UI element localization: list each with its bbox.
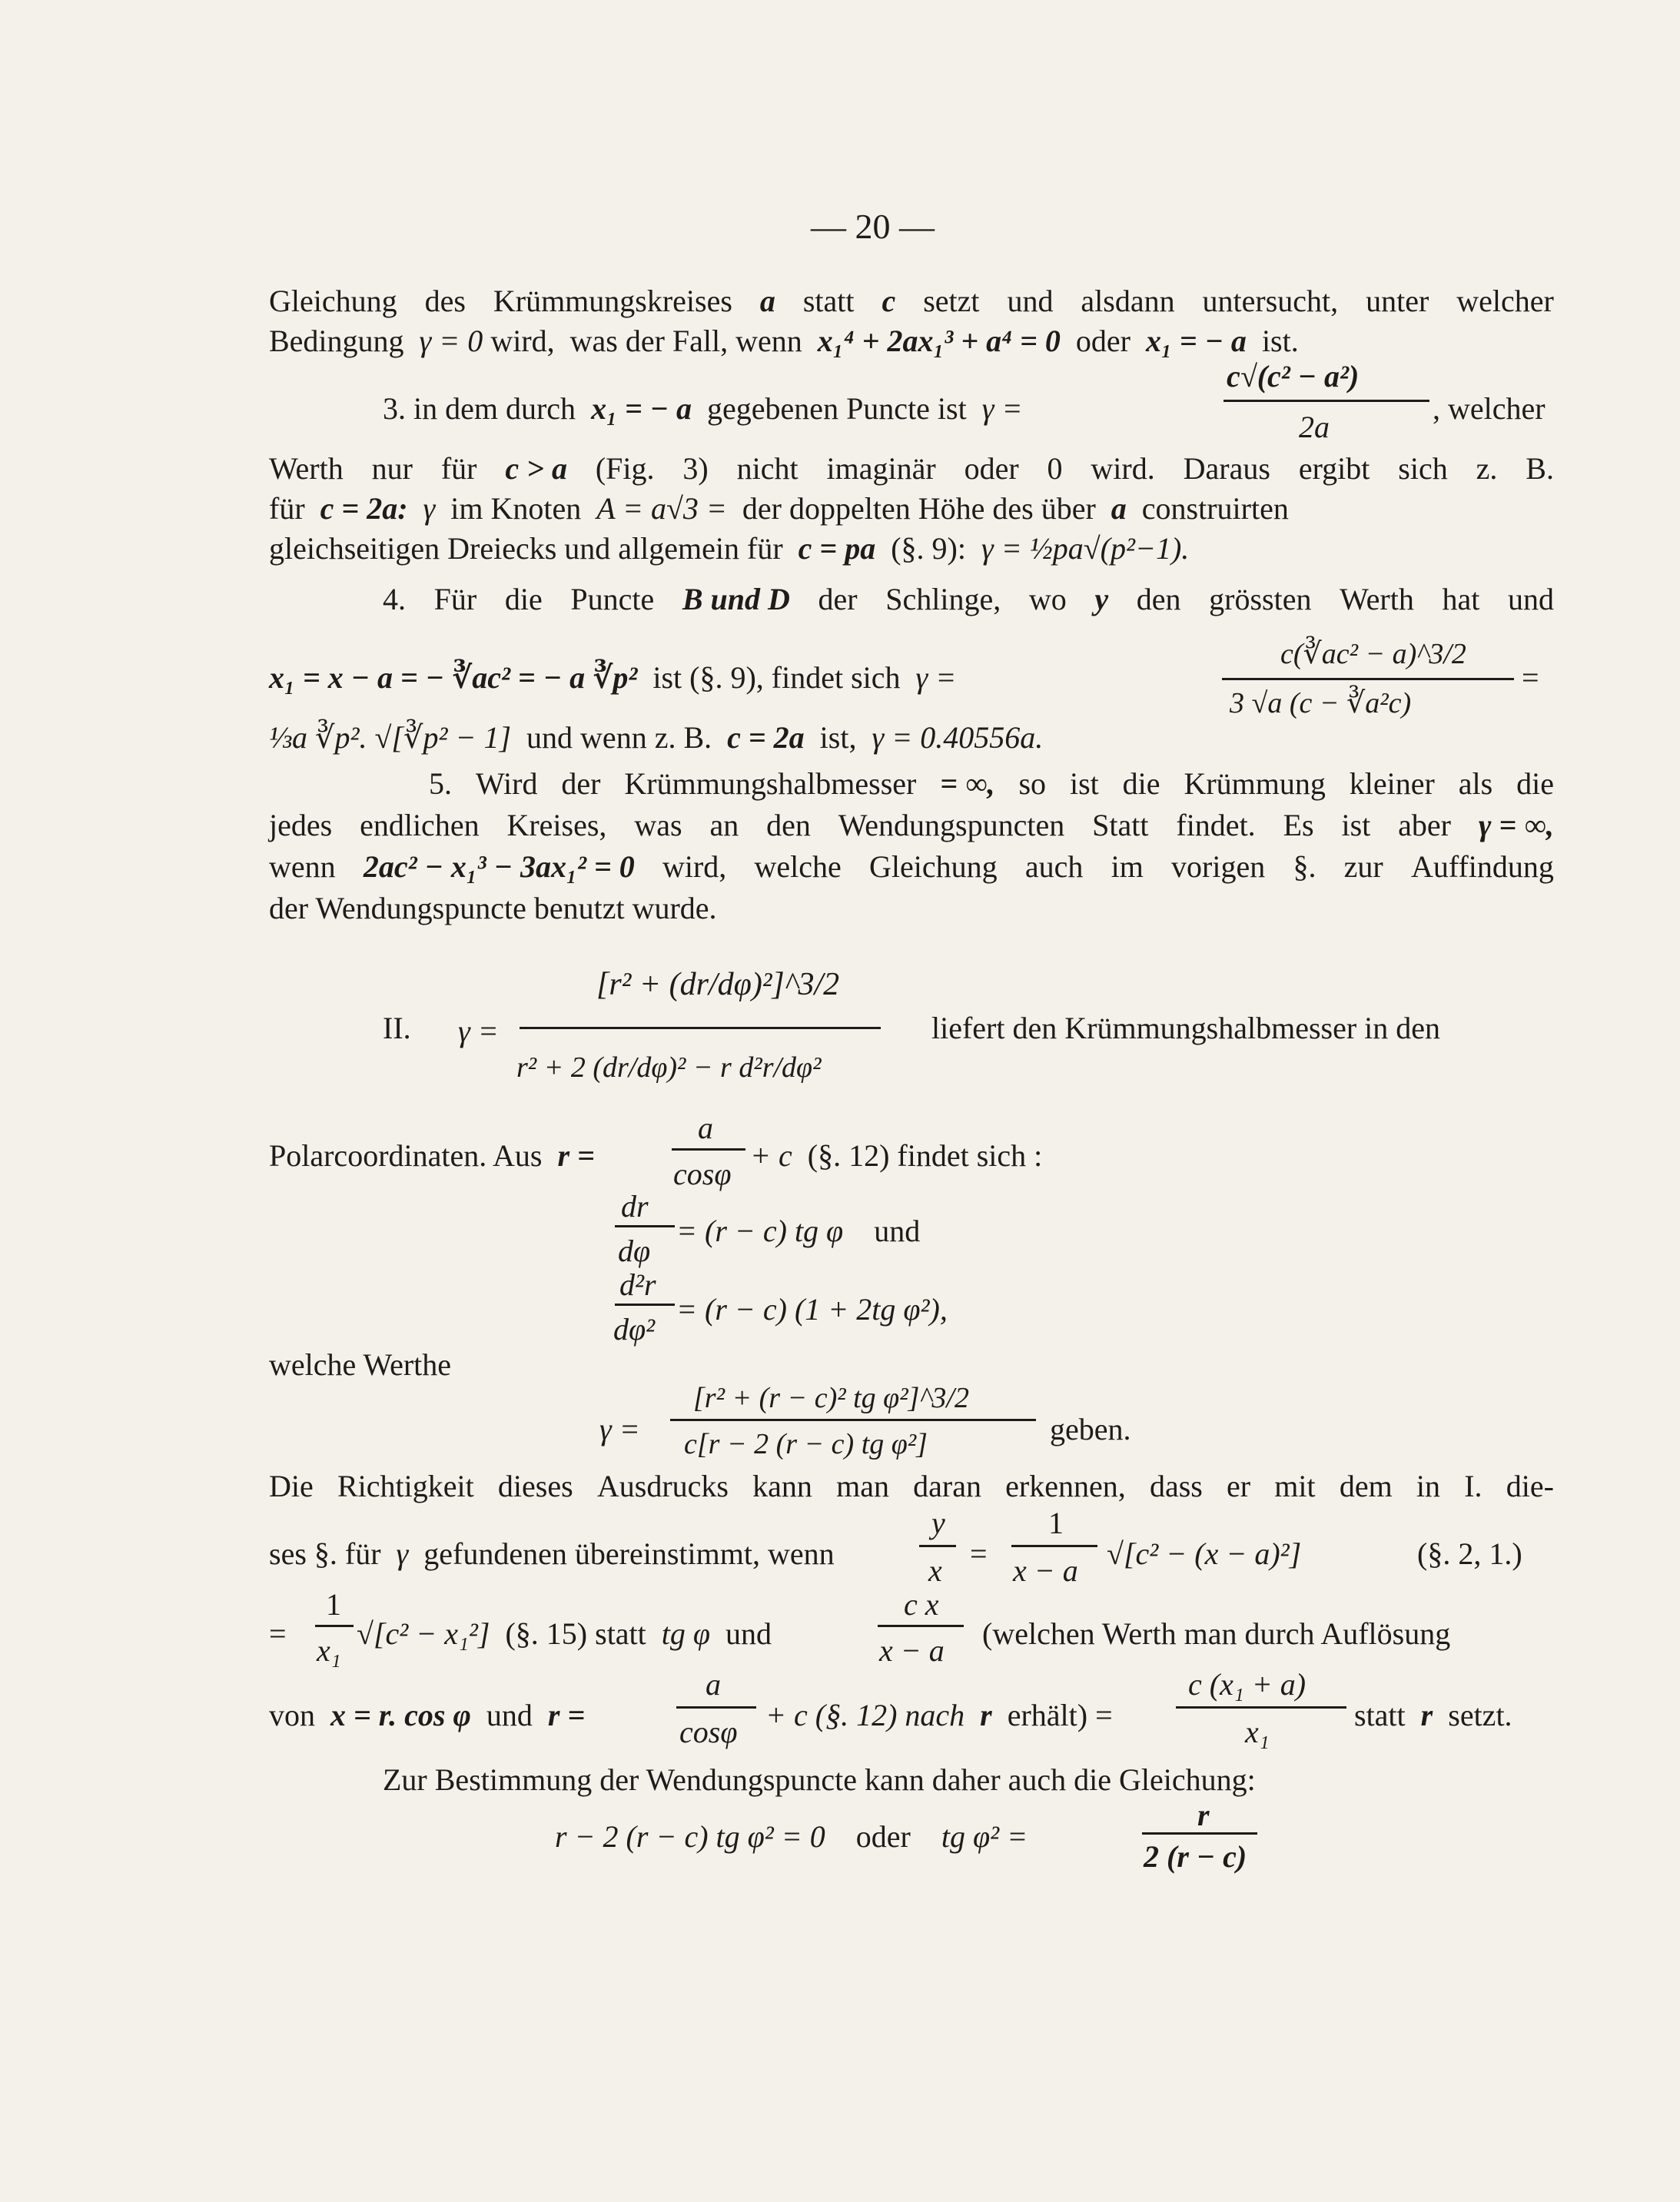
- word: die-: [1506, 1469, 1554, 1503]
- fraction-denominator: 3 √a (c − ∛a²c): [1230, 687, 1412, 719]
- text-line-11: [269, 810, 1554, 841]
- text-line-15: Polarcoordinaten. Aus r =: [269, 1138, 595, 1173]
- word: Gleichung: [869, 849, 998, 884]
- text-line-4: [269, 453, 1554, 484]
- word: als: [1458, 766, 1493, 801]
- word: §.: [1293, 849, 1316, 884]
- fraction-bar: [615, 1225, 675, 1227]
- word: statt: [802, 284, 855, 318]
- word: den: [766, 808, 811, 842]
- word: a: [759, 284, 775, 318]
- fraction-denominator: 2a: [1299, 410, 1330, 444]
- text-line-20: [269, 1471, 1554, 1502]
- word: dass: [1149, 1469, 1203, 1503]
- word: Kreises,: [506, 808, 607, 842]
- fraction-numerator: dr: [621, 1189, 649, 1224]
- fraction-denominator: c[r − 2 (r − c) tg φ²]: [684, 1428, 928, 1460]
- text-line-7: [383, 584, 1554, 615]
- word: 3): [682, 451, 709, 486]
- word: die: [504, 582, 543, 616]
- fraction-bar: [1223, 400, 1429, 402]
- text-line-3: 3. in dem durch x₁ = − a gegebenen Puncte ist γ =: [383, 391, 1023, 426]
- word: dem: [1339, 1469, 1393, 1503]
- text-fragment: =: [269, 1616, 287, 1651]
- fraction-numerator: r: [1197, 1798, 1210, 1832]
- fraction-bar: [878, 1625, 964, 1627]
- word: 4.: [383, 582, 406, 616]
- word: Werth: [1340, 582, 1414, 616]
- word: die: [1516, 766, 1554, 801]
- fraction-bar: [919, 1545, 956, 1547]
- word: Wird: [475, 766, 538, 801]
- word: = ∞,: [940, 766, 995, 801]
- text-line-23: von x = r. cos φ und r =: [269, 1698, 586, 1732]
- word: unter: [1366, 284, 1429, 318]
- word: mit: [1274, 1469, 1316, 1503]
- fraction-denominator: dφ: [618, 1234, 651, 1268]
- text-line-24: Zur Bestimmung der Wendungspuncte kann daher auch die Gleichung:: [383, 1762, 1256, 1797]
- word: setzt: [923, 284, 980, 318]
- word: γ = ∞,: [1478, 808, 1554, 842]
- fraction-numerator: d²r: [619, 1267, 656, 1302]
- text-line-21: ses §. für γ gefundenen übereinstimmt, wenn: [269, 1536, 835, 1571]
- word: nicht: [736, 451, 798, 486]
- word: Werth: [269, 451, 344, 486]
- text-line-22: √[c² − x₁²] (§. 15) statt tg φ und: [357, 1616, 772, 1651]
- text-fragment: statt r setzt.: [1354, 1698, 1512, 1732]
- text-line-25: r − 2 (r − c) tg φ² = 0 oder tg φ² =: [555, 1819, 1028, 1854]
- word: Die: [269, 1469, 314, 1503]
- fraction-numerator: 1: [326, 1587, 341, 1622]
- word: Krümmung: [1184, 766, 1326, 801]
- text-line-12: [269, 849, 1554, 884]
- word: und: [1007, 284, 1054, 318]
- text-line-9: ⅓a ∛p². √[∛p² − 1] und wenn z. B. c = 2a ist, γ = 0.40556a.: [269, 720, 1044, 755]
- word: wird.: [1091, 451, 1155, 486]
- word: wird,: [662, 849, 727, 884]
- word: Ausdrucks: [596, 1469, 729, 1503]
- fraction-numerator: c (x₁ + a): [1188, 1667, 1306, 1702]
- word: jedes: [269, 808, 333, 842]
- text-fragment: √[c² − (x − a)²]: [1107, 1536, 1302, 1571]
- text-fragment: + c (§. 12) nach r erhält) =: [765, 1698, 1113, 1732]
- word: für: [440, 451, 477, 486]
- word: Richtigkeit: [337, 1469, 474, 1503]
- fraction-denominator: x₁: [1245, 1715, 1270, 1749]
- fraction-bar: [672, 1148, 745, 1151]
- word: Es: [1283, 808, 1314, 842]
- word: 0: [1047, 451, 1063, 486]
- fraction-denominator: cosφ: [679, 1715, 738, 1749]
- word: y: [1094, 582, 1109, 616]
- text-line-6: gleichseitigen Dreiecks und allgemein für c = pa (§. 9): γ = ½pa√(p²−1).: [269, 531, 1190, 566]
- text-line-18: welche Werthe: [269, 1347, 452, 1382]
- page-number: — 20 —: [811, 207, 935, 246]
- text-fragment: + c (§. 12) findet sich :: [750, 1138, 1043, 1173]
- fraction-bar: [670, 1419, 1036, 1421]
- word: wo: [1028, 582, 1067, 616]
- word: aber: [1398, 808, 1451, 842]
- text-fragment: liefert den Krümmungshalbmesser in den: [931, 1011, 1441, 1045]
- fraction-denominator: x: [928, 1553, 942, 1588]
- fraction-denominator: r² + 2 (dr/dφ)² − r d²r/dφ²: [516, 1051, 822, 1084]
- word: kleiner: [1349, 766, 1435, 801]
- word: kann: [752, 1469, 812, 1503]
- word: auch: [1024, 849, 1084, 884]
- word: Schlinge,: [885, 582, 1001, 616]
- word: ergibt: [1298, 451, 1370, 486]
- word: Gleichung: [269, 284, 397, 318]
- word: die: [1122, 766, 1160, 801]
- word: man: [836, 1469, 889, 1503]
- word: so: [1018, 766, 1047, 801]
- fraction-numerator: [r² + (r − c)² tg φ²]^3/2: [693, 1382, 969, 1414]
- fraction-denominator: x₁: [317, 1633, 341, 1668]
- word: des: [424, 284, 466, 318]
- text-fragment: geben.: [1050, 1412, 1131, 1446]
- word: den: [1136, 582, 1181, 616]
- word: Krümmungshalbmesser: [624, 766, 917, 801]
- text-fragment: =: [970, 1536, 988, 1571]
- text-line-10: [429, 766, 1554, 801]
- fraction-bar: [315, 1625, 354, 1627]
- fraction-numerator: c√(c² − a²): [1227, 359, 1360, 394]
- text-line-1: [269, 286, 1554, 317]
- word: was: [634, 808, 682, 842]
- word: (Fig.: [595, 451, 655, 486]
- word: imaginär: [826, 451, 936, 486]
- word: sich: [1398, 451, 1448, 486]
- word: 5.: [429, 766, 452, 801]
- word: endlichen: [360, 808, 480, 842]
- word: c > a: [505, 451, 567, 486]
- formula-lhs: γ =: [458, 1014, 499, 1048]
- text-fragment: (welchen Werth man durch Auflösung: [982, 1616, 1451, 1651]
- word: welcher: [1456, 284, 1554, 318]
- fraction-numerator: a: [706, 1667, 721, 1702]
- word: 2ac² − x₁³ − 3ax₁² = 0: [363, 849, 635, 884]
- word: er: [1227, 1469, 1251, 1503]
- word: Auffindung: [1410, 849, 1554, 884]
- word: nur: [371, 451, 413, 486]
- fraction-numerator: c(∛ac² − a)^3/2: [1280, 638, 1466, 670]
- fraction-denominator: x − a: [879, 1633, 945, 1668]
- word: B.: [1526, 451, 1554, 486]
- word: Puncte: [570, 582, 655, 616]
- word: ist: [1069, 766, 1099, 801]
- word: in: [1416, 1469, 1441, 1503]
- word: c: [882, 284, 896, 318]
- word: z.: [1476, 451, 1498, 486]
- text-line-13: der Wendungspuncte benutzt wurde.: [269, 891, 717, 925]
- fraction-denominator: cosφ: [673, 1157, 732, 1191]
- word: Daraus: [1183, 451, 1270, 486]
- word: Wendungspuncten: [838, 808, 1065, 842]
- fraction-numerator: 1: [1048, 1506, 1064, 1540]
- word: findet.: [1176, 808, 1256, 842]
- fraction-numerator: c x: [904, 1587, 939, 1622]
- fraction-numerator: a: [698, 1111, 713, 1145]
- fraction-denominator: 2 (r − c): [1144, 1839, 1247, 1874]
- word: der: [818, 582, 858, 616]
- fraction-bar: [1142, 1832, 1257, 1835]
- word: Krümmungskreises: [493, 284, 732, 318]
- word: I.: [1464, 1469, 1482, 1503]
- word: alsdann: [1081, 284, 1175, 318]
- word: an: [709, 808, 739, 842]
- fraction-denominator: dφ²: [613, 1312, 656, 1347]
- fraction-bar: [520, 1027, 881, 1029]
- word: Statt: [1092, 808, 1149, 842]
- word: grössten: [1209, 582, 1312, 616]
- fraction-numerator: y: [931, 1506, 945, 1540]
- fraction-bar: [676, 1706, 756, 1709]
- text-line-17: = (r − c) (1 + 2tg φ²),: [676, 1292, 948, 1327]
- text-fragment: (§. 2, 1.): [1417, 1536, 1522, 1571]
- text-line-8: x₁ = x − a = − ∛ac² = − a ∛p² ist (§. 9), findet sich γ =: [269, 660, 957, 695]
- fraction-denominator: x − a: [1013, 1553, 1078, 1588]
- word: vorigen: [1171, 849, 1266, 884]
- fraction-bar: [1011, 1545, 1097, 1547]
- formula-lhs: γ =: [599, 1412, 640, 1446]
- word: untersucht,: [1202, 284, 1339, 318]
- text-line-5: für c = 2a: γ im Knoten A = a√3 = der doppelten Höhe des über a construirten: [269, 491, 1289, 526]
- fraction-bar: [615, 1304, 675, 1306]
- word: erkennen,: [1005, 1469, 1126, 1503]
- formula-label: II.: [383, 1011, 411, 1045]
- word: und: [1507, 582, 1554, 616]
- text-line-16: = (r − c) tg φ und: [676, 1214, 921, 1248]
- fraction-bar: [1222, 678, 1514, 680]
- fraction-bar: [1176, 1706, 1346, 1709]
- word: hat: [1442, 582, 1480, 616]
- text-line-2: Bedingung γ = 0 wird, was der Fall, wenn x₁⁴ + 2ax₁³ + a⁴ = 0 oder x₁ = − a ist.: [269, 324, 1299, 358]
- word: dieses: [497, 1469, 573, 1503]
- word: daran: [913, 1469, 981, 1503]
- word: Für: [433, 582, 477, 616]
- word: welche: [754, 849, 842, 884]
- fraction-numerator: [r² + (dr/dφ)²]^3/2: [596, 967, 840, 1002]
- word: B und D: [682, 582, 790, 616]
- word: der: [561, 766, 601, 801]
- word: zur: [1343, 849, 1383, 884]
- word: im: [1111, 849, 1144, 884]
- word: wenn: [269, 849, 336, 884]
- word: ist: [1341, 808, 1371, 842]
- text-fragment: , welcher: [1433, 391, 1546, 426]
- word: oder: [964, 451, 1019, 486]
- text-fragment: =: [1522, 660, 1539, 695]
